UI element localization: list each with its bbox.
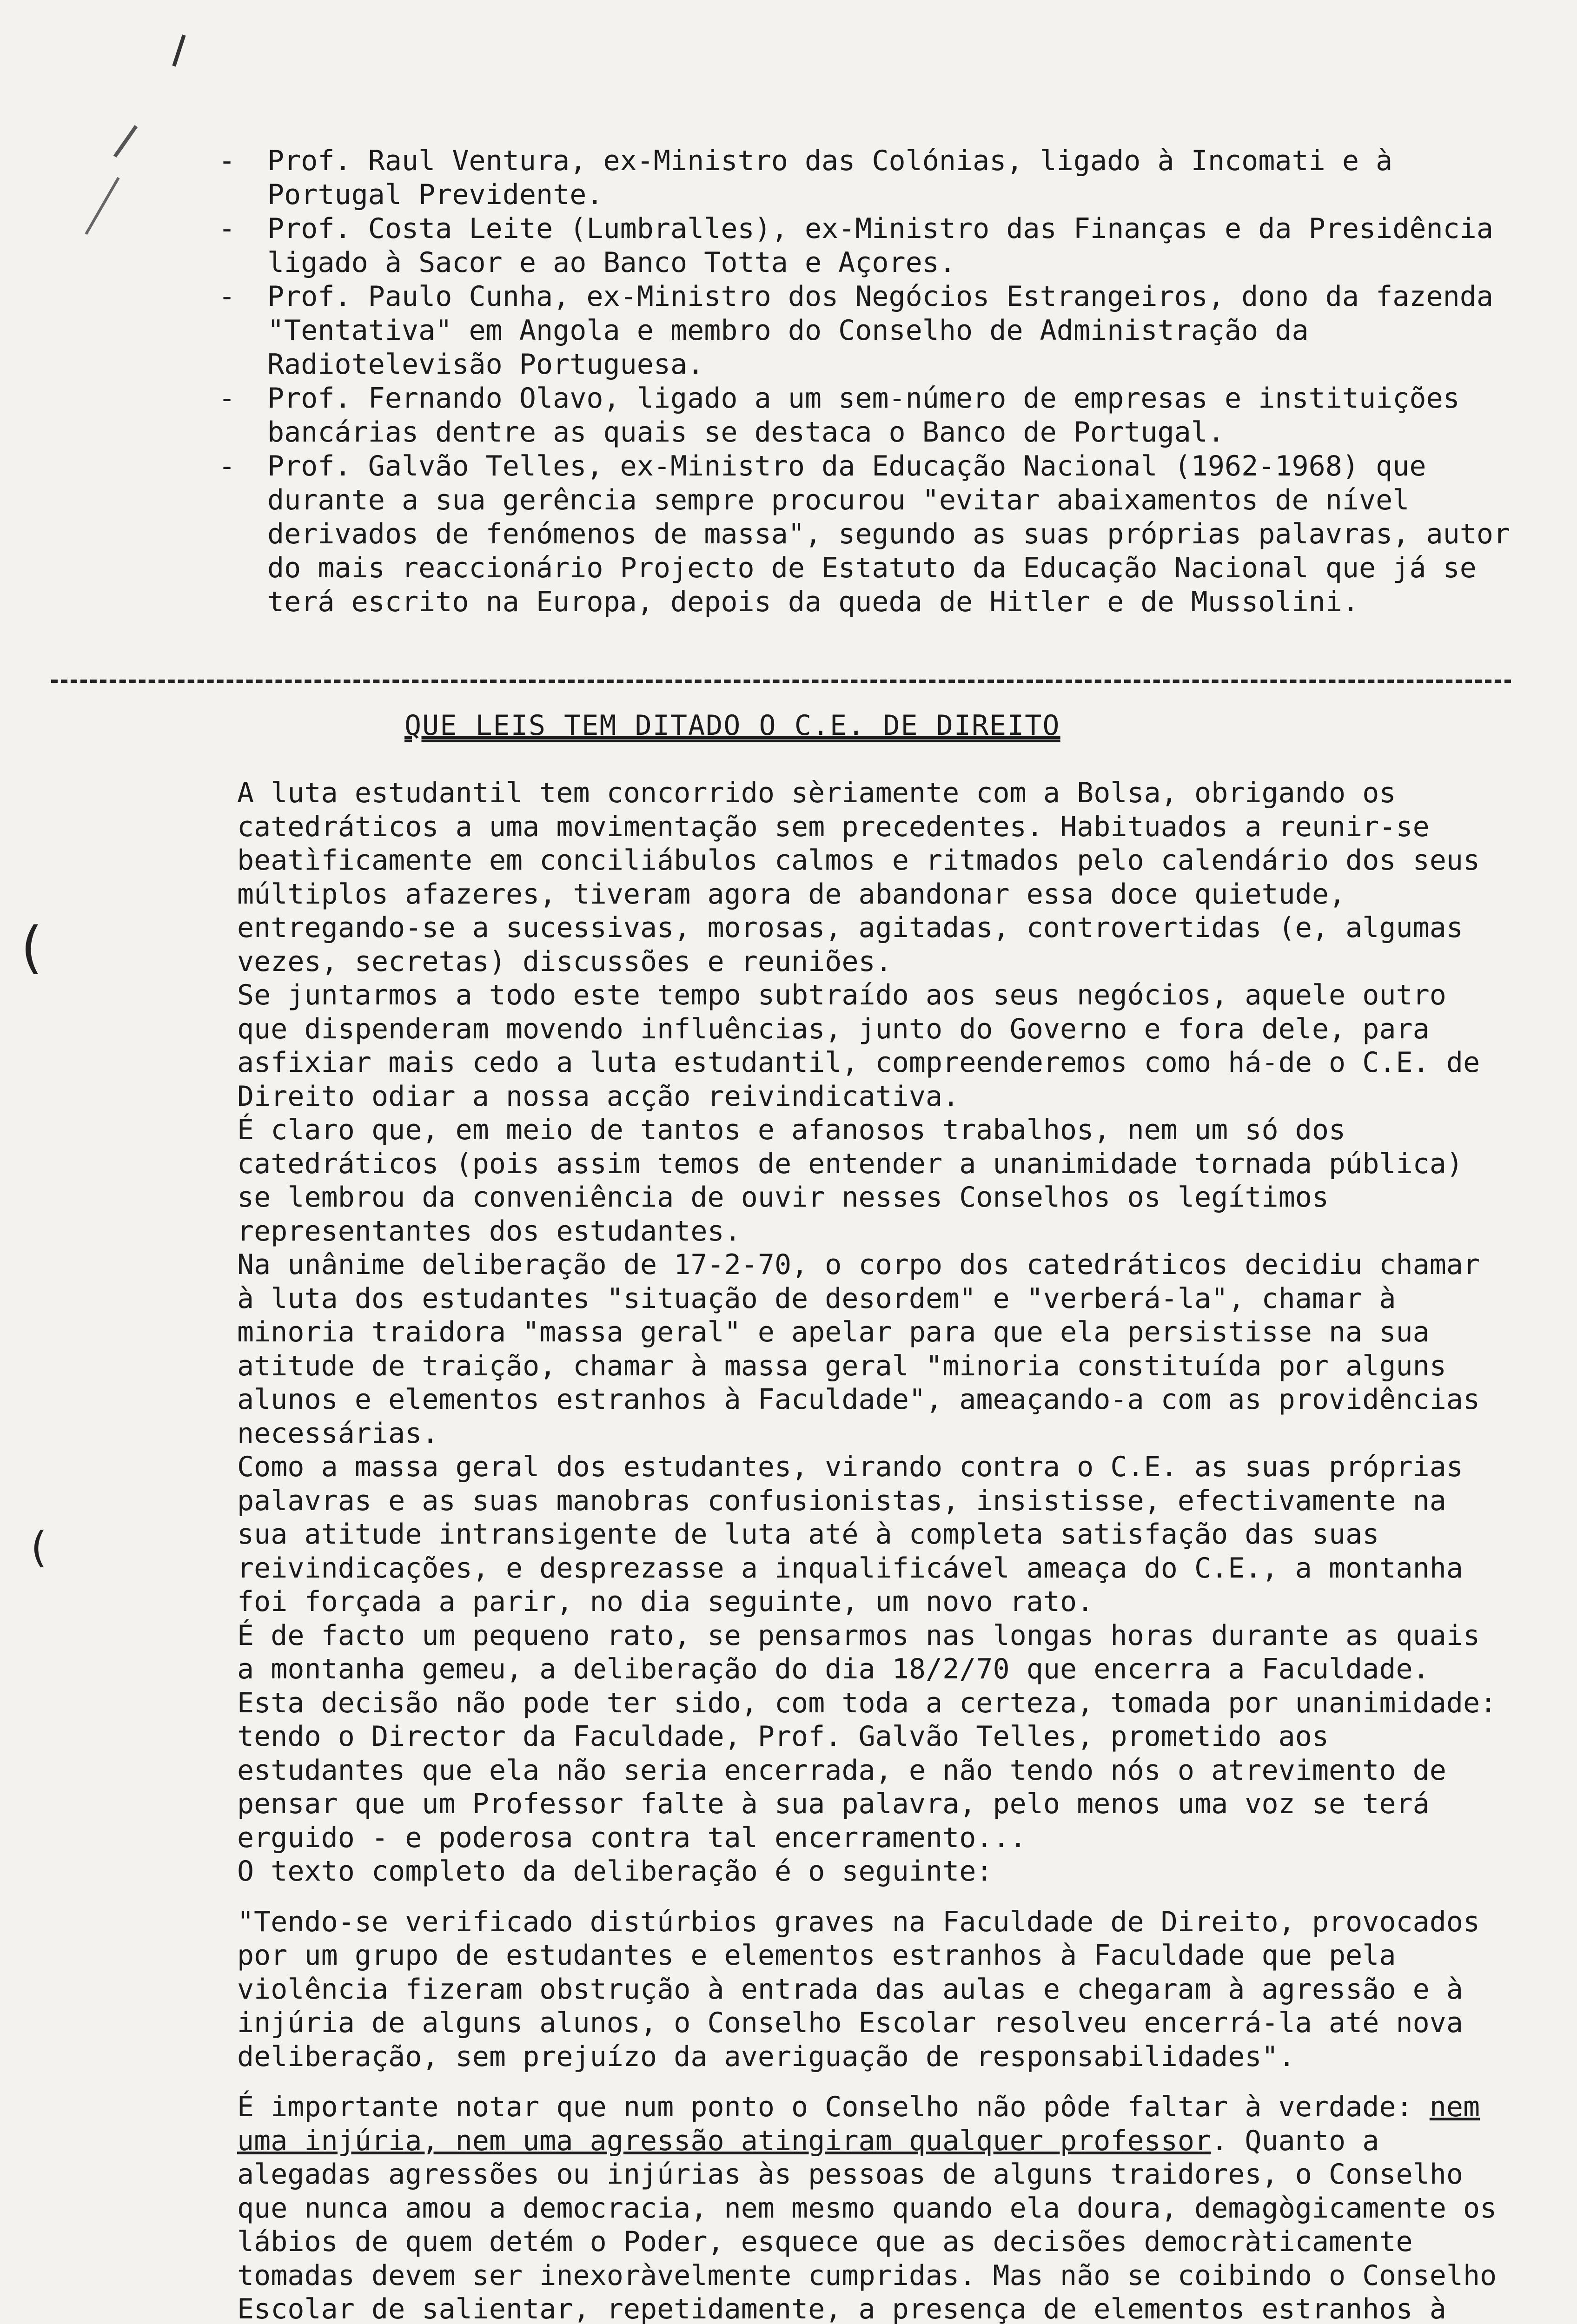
article-body [51,776,1511,2324]
paragraph: Esta decisão não pode ter sido, com toda a certeza, tomada por unanimidade: tendo o Director da Faculdade, Prof. Galvão Telles, prometido aos estudantes que ela não seria encerrada, e não tendo nós o atrevimento de pensar que um Professor falte à sua palavra, pelo menos uma voz se terá erguido - e poderosa contra tal encerramento... [237,1686,1497,1854]
paragraph: Como a massa geral dos estudantes, virando contra o C.E. as suas próprias palavras e as suas manobras confusionistas, insistisse, efectivamente na sua atitude intransigente de luta até à completa satisfação das suas reivindicações, e desprezasse a inqualificável ameaça do C.E., a montanha foi forçada a parir, no dia seguinte, um novo rato. [237,1451,1463,1618]
quoted-deliberation: "Tendo-se verificado distúrbios graves na Faculdade de Direito, provocados por um grupo de estudantes e elementos estranhos à Faculdade que pela violência fizeram obstrução à entrada das aulas e chegaram à agressão e à injúria de alguns alunos, o Conselho Escolar resolveu encerrá-la até nova deliberação, sem prejuízo da averiguação de responsabilidades". [237,1905,1480,2073]
pen-mark [172,34,203,72]
paragraph: O texto completo da deliberação é o seguinte: [237,1855,993,1888]
list-item: - Prof. Costa Leite (Lumbralles), ex-Ministro das Finanças e da Presidência ligado à Sacor e ao Banco Totta e Açores. [219,212,1511,280]
list-item: - Prof. Raul Ventura, ex-Ministro das Colónias, ligado à Incomati e à Portugal Previdente. [219,144,1511,212]
paragraph: É de facto um pequeno rato, se pensarmos nas longas horas durante as quais a montanha gemeu, a deliberação do dia 18/2/70 que encerra a Faculdade. [237,1619,1480,1685]
paragraph-rest: . Quanto a alegadas agressões ou injúrias às pessoas de alguns traidores, o Conselho que nunca amou a democracia, nem mesmo quando ela doura, demagògicamente os lábios de quem detém o Poder, esquece que as decisões democràticamente tomadas devem ser inexoràvelmente cumpridas. Mas não se coibindo o Conselho Escolar de salientar, repetidamente, a presença de elementos estranhos à [237,2124,1497,2324]
list-item: - Prof. Paulo Cunha, ex-Ministro dos Negócios Estrangeiros, dono da fazenda "Tentativa" em Angola e membro do Conselho de Administração da Radiotelevisão Portuguesa. [219,280,1511,382]
pen-mark [85,177,119,235]
paragraph-lead: É importante notar que num ponto o Conselho não pôde faltar à verdade: [237,2091,1413,2123]
bracket-mark: ( [14,916,48,980]
list-item: - Prof. Galvão Telles, ex-Ministro da Educação Nacional (1962-1968) que durante a sua gerência sempre procurou "evitar abaixamentos de nível derivados de fenómenos de massa", segundo as suas próprias palavras, autor do mais reaccionário Projecto de Estatuto da Educação Nacional que já se terá escrito na Europa, depois da queda de Hitler e de Mussolini. [219,449,1511,619]
section-heading: QUE LEIS TEM DITADO O C.E. DE DIREITO [404,709,1060,742]
section-divider [51,680,1511,683]
paragraph: Na unânime deliberação de 17-2-70, o corpo dos catedráticos decidiu chamar à luta dos estudantes "situação de desordem" e "verberá-la", chamar à minoria traidora "massa geral" e apelar para que ela persistisse na sua atitude de traição, chamar à massa geral "minoria constituída por alguns alunos e elementos estranhos à Faculdade", ameaçando-a com as providências necessárias. [237,1248,1480,1450]
pen-mark [113,125,138,158]
professor-list [219,144,1527,619]
underlined-statement: nem uma injúria, nem uma agressão atingiram qualquer professor [237,2091,1480,2157]
list-item: - Prof. Fernando Olavo, ligado a um sem-número de empresas e instituições bancárias dentre as quais se destaca o Banco de Portugal. [219,382,1511,449]
bracket-mark: ( [26,1523,51,1572]
paragraph: É claro que, em meio de tantos e afanosos trabalhos, nem um só dos catedráticos (pois assim temos de entender a unanimidade tornada pública) se lembrou da conveniência de ouvir nesses Conselhos os legítimos representantes dos estudantes. [237,1114,1463,1248]
paragraph: Se juntarmos a todo este tempo subtraído aos seus negócios, aquele outro que dispenderam movendo influências, junto do Governo e fora dele, para asfixiar mais cedo a luta estudantil, compreenderemos como há-de o C.E. de Direito odiar a nossa acção reivindicativa. [237,979,1480,1113]
paragraph: A luta estudantil tem concorrido sèriamente com a Bolsa, obrigando os catedráticos a uma movimentação sem precedentes. Habituados a reunir-se beatìficamente em conciliábulos calmos e ritmados pelo calendário dos seus múltiplos afazeres, tiveram agora de abandonar essa doce quietude, entregando-se a sucessivas, morosas, agitadas, controvertidas (e, algumas vezes, secretas) discussões e reuniões. [237,777,1480,978]
paragraph [51,2090,1511,2324]
